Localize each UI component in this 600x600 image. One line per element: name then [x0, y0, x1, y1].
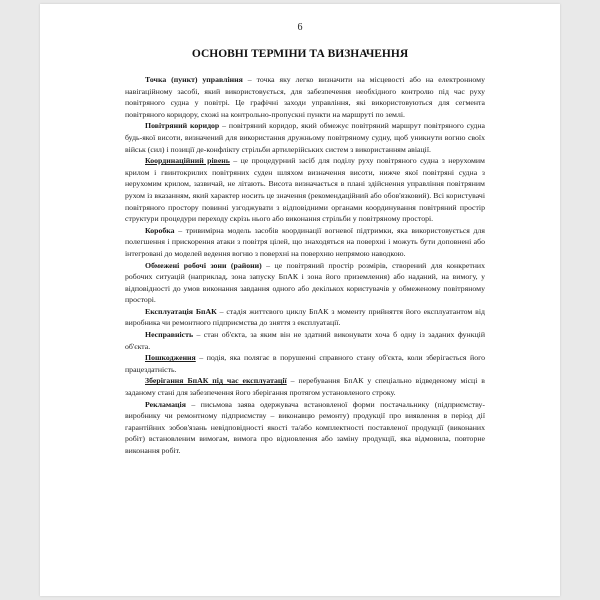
definition-text: – точка яку легко визначити на місцевості або на електронному навігаційному засобі, який використовується, для забезпечення необхідного контролю під час руху повітряного судна у повітрі. Це графічні заходи управління, які використовуються для сегмента повітряного коридору, схожі на контрольно-пропускні пункти на маршруті по землі.	[125, 75, 485, 119]
definition-text: – тривимірна модель засобів координації вогневої підтримки, яка використовується для полегшення і прискорення атаки з повітря цілей, що знаходяться на поверхні і можуть бути доповнені або інтегровані до моделей ведення вогню з поверхні на поверхню непрямою наводкою.	[125, 225, 485, 258]
definition-entry	[125, 120, 485, 155]
definition-text: – стан об'єкта, за яким він не здатний виконувати хоча б одну із заданих функцій об'єкта.	[125, 330, 485, 351]
term: Несправність	[145, 330, 194, 340]
term: Коробка	[145, 225, 175, 235]
definitions-list	[125, 74, 485, 457]
definition-entry	[125, 352, 485, 375]
term: Зберігання БпАК під час експлуатації	[145, 376, 287, 386]
definition-entry	[125, 375, 485, 398]
term: Обмежені робочі зони (райони)	[145, 260, 262, 270]
term: Експлуатація БпАК	[145, 306, 217, 316]
definition-entry	[125, 260, 485, 306]
definition-text: – повітряний коридор, який обмежує повітряний маршрут повітряного судна будь-якої висоти, визначений для використання дружньому повітряному судну, щоб уникнути вогню своїх військ (сил) і позиції де-конфлікту стрільби артилерійських систем з використанням авіації.	[125, 121, 485, 154]
definition-text: – стадія життєвого циклу БпАК з моменту прийняття його експлуатантом від виробника чи ремонтного підприємства до зняття з експлуатації.	[125, 306, 485, 328]
definition-entry	[125, 329, 485, 352]
definition-text: – подія, яка полягає в порушенні справного стану об'єкта, коли зберігається його працездатність.	[125, 353, 485, 374]
term: Точка (пункт) управління	[145, 75, 243, 84]
definition-entry	[125, 306, 485, 329]
definition-text: – це процедурний засіб для поділу руху повітряного судна з нерухомим крилом і гвинтокрилих повітряних суден шляхом визначення висоти, нижче якої повітряні судна з нерухомим крилом, зазвичай, не літають. Висота визначається в плані здійснення управління повітряним рухом із вказанням, який характер носить це значення (рекомендаційний або обов'язковий). Всі користувачі повітряного простору повинні узгоджувати з відповідними органами координування повітряний простір структури процедури переходу скрізь нього або виконання стрільби у повітряному просторі.	[125, 156, 485, 224]
definition-text: – це повітряний простір розмірів, створений для конкретних робочих ситуацій (наприклад, зона запуску БпАК і зона його приземлення) або наданий, на вимогу, у відповідності до умов виконання завдання одного або декількох користувачів у обмеженому повітряному просторі.	[125, 260, 485, 305]
definition-entry	[125, 225, 485, 260]
term: Координаційний рівень	[145, 156, 230, 166]
definition-text: – перебування БпАК у спеціально відведеному місці в заданому стані для забезпечення його зберігання протягом установленого строку.	[125, 376, 485, 398]
document-page	[40, 4, 560, 596]
page-number: 6	[297, 22, 303, 33]
definition-entry	[125, 74, 485, 120]
definition-text: – письмова заява одержувача встановленої форми постачальнику (підприємству-виробнику чи ремонтному підприємству – виконавцю ремонту) продукції про виявлення в період дії гарантійних зобов'язань невідповідності якості та/або комплектності поставленої продукції (виконаних робіт) встановленим вимогам, вимога про відновлення або заміну продукції, яка відмовила, повторне виконання робіт.	[125, 399, 485, 455]
term: Рекламація	[145, 399, 186, 409]
term: Повітряний коридор	[145, 121, 220, 131]
term: Пошкодження	[145, 353, 196, 363]
definition-entry	[125, 155, 485, 225]
definition-entry	[125, 399, 485, 457]
page-title: ОСНОВНІ ТЕРМІНИ ТА ВИЗНАЧЕННЯ	[191, 48, 409, 60]
